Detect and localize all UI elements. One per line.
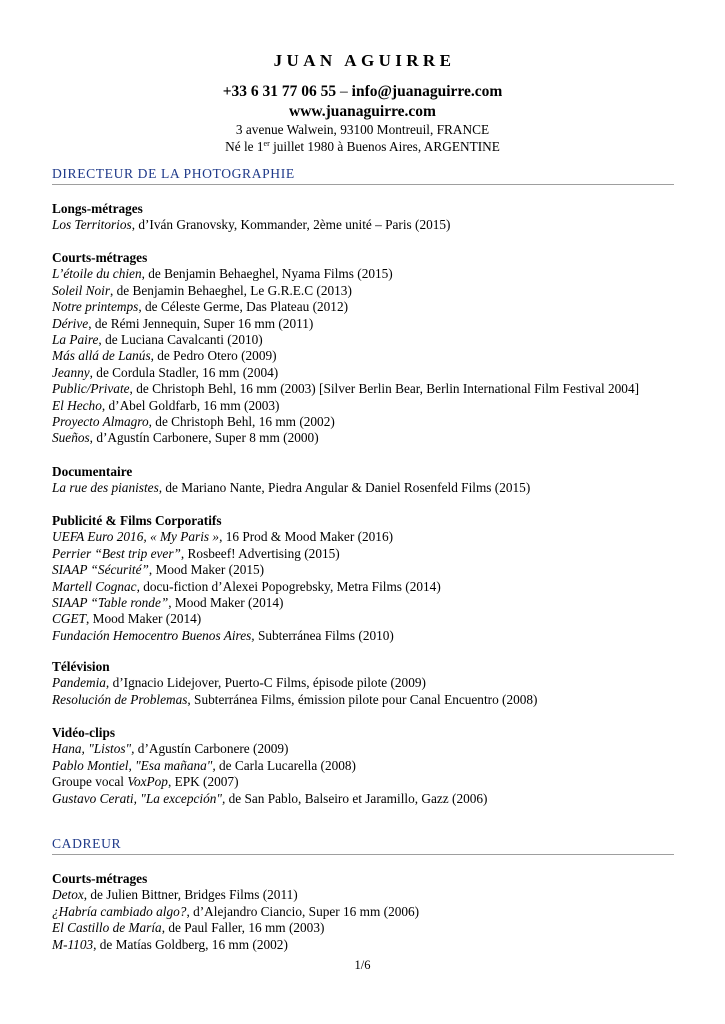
- entry-line: [52, 741, 682, 757]
- entry-title: SIAAP “Sécurité”: [52, 562, 149, 578]
- subsection-title: Télévision: [52, 659, 110, 674]
- entry-details: d’Ignacio Lidejover, Puerto-C Films, épisode pilote (2009): [109, 675, 426, 691]
- birth-prefix: Né le 1: [225, 139, 264, 154]
- birth-suffix: juillet 1980 à Buenos Aires, ARGENTINE: [269, 139, 500, 154]
- entry-title: M-1103: [52, 936, 94, 952]
- birth-info: [0, 138, 725, 155]
- page-number: 1/6: [354, 958, 371, 972]
- person-name: JUAN AGUIRRE: [273, 51, 456, 70]
- entry-details: , Rosbeef! Advertising (2015): [180, 545, 340, 561]
- entry-details: , de Cordula Stadler, 16 mm (2004): [89, 364, 279, 380]
- entry-line: [52, 675, 682, 691]
- entry-details: , Mood Maker (2015): [148, 562, 265, 578]
- entry-line: [52, 562, 682, 578]
- entry-details: , d’Abel Goldfarb, 16 mm (2003): [101, 397, 280, 413]
- entry-line: [52, 381, 682, 397]
- entry-prefix: Groupe vocal: [52, 774, 128, 790]
- entry-details: , Mood Maker (2014): [168, 595, 284, 611]
- subsection-title: Vidéo-clips: [52, 725, 116, 740]
- entry-title: Hana, "Listos",: [52, 741, 135, 757]
- entry-details: , de Christoph Behl, 16 mm (2003) [Silver Berlin Bear, Berlin International Film Festival 2004]: [129, 381, 640, 397]
- subsection-title: Documentaire: [52, 464, 133, 479]
- subsection-title: Courts-métrages: [52, 250, 148, 265]
- subsection-title: Courts-métrages: [52, 871, 148, 886]
- entry-title: ¿Habría cambiado algo?: [52, 903, 187, 919]
- entry-details: , de Rémi Jennequin, Super 16 mm (2011): [88, 315, 314, 331]
- entry-line: [52, 348, 682, 364]
- entry-details: , de Matías Goldberg, 16 mm (2002): [93, 936, 288, 952]
- entry-line: [52, 430, 682, 446]
- entry-title: Proyecto Almagro: [52, 414, 149, 430]
- entry-line: [52, 904, 682, 920]
- entry-line: [52, 595, 682, 611]
- entry-details: , de Benjamin Behaeghel, Le G.R.E.C (2013): [110, 282, 352, 298]
- entry-title: Public/Private: [52, 381, 130, 397]
- postal-address: 3 avenue Walwein, 93100 Montreuil, FRANCE: [235, 122, 490, 137]
- entry-line: [52, 920, 682, 936]
- entry-details: , de Julien Bittner, Bridges Films (2011): [83, 887, 298, 903]
- entry-details: , d’Alejandro Ciancio, Super 16 mm (2006): [186, 903, 420, 919]
- entry-title: Pablo Montiel, "Esa mañana",: [52, 757, 216, 773]
- entry-line: [52, 529, 682, 545]
- cv-header: [0, 50, 725, 155]
- entry-details: , de Céleste Germe, Das Plateau (2012): [138, 299, 349, 315]
- entry-line: [52, 546, 682, 562]
- entry-details: d’Agustín Carbonere (2009): [134, 741, 289, 757]
- entry-details: Subterránea Films (2010): [254, 627, 394, 643]
- entry-details: , de Paul Faller, 16 mm (2003): [161, 920, 325, 936]
- phone-number: +33 6 31 77 06 55: [222, 83, 337, 100]
- entry-title: SIAAP “Table ronde”: [52, 595, 169, 611]
- contact-separator: –: [336, 83, 352, 100]
- entry-line: [52, 283, 682, 299]
- entry-title: Jeanny: [52, 364, 90, 380]
- entry-details: , de Pedro Otero (2009): [150, 348, 277, 364]
- entry-title: El Hecho: [52, 397, 102, 413]
- entry-title: Notre printemps: [52, 299, 139, 315]
- entry-line: [52, 332, 682, 348]
- entry-title: Pandemia,: [52, 675, 110, 691]
- contact-line: [0, 81, 725, 102]
- entry-title: VoxPop: [127, 774, 168, 790]
- entry-details: , de Luciana Cavalcanti (2010): [98, 332, 263, 348]
- entry-details: , EPK (2007): [167, 774, 239, 790]
- entry-details: , Subterránea Films, émission pilote pour Canal Encuentro (2008): [187, 691, 538, 707]
- entry-line: [52, 611, 682, 627]
- birth-ordinal: er: [263, 139, 270, 148]
- subsection-title: Publicité & Films Corporatifs: [52, 513, 222, 528]
- entry-line: [52, 299, 682, 315]
- entry-line: [52, 217, 682, 233]
- video-clips-block: [52, 725, 682, 807]
- entry-title: La Paire: [52, 332, 99, 348]
- entry-title: Detox: [52, 887, 84, 903]
- entry-title: L’étoile du chien: [52, 266, 142, 282]
- entry-details: , Mood Maker (2014): [86, 611, 202, 627]
- website-link[interactable]: www.juanaguirre.com: [289, 103, 436, 120]
- documentaire-block: [52, 464, 682, 497]
- entry-line: [52, 692, 682, 708]
- entry-line: [52, 791, 682, 807]
- entry-title: Soleil Noir: [52, 282, 110, 298]
- entry-title: Martell Cognac: [52, 578, 137, 594]
- entry-title: El Castillo de María: [52, 920, 162, 936]
- email-link[interactable]: info@juanaguirre.com: [351, 83, 503, 100]
- entry-line: [52, 579, 682, 595]
- entry-line: [52, 628, 682, 644]
- subsection-title: Longs-métrages: [52, 201, 143, 216]
- entry-details: , d’Iván Granovsky, Kommander, 2ème unité – Paris (2015): [131, 217, 451, 233]
- entry-title: Dérive: [52, 315, 89, 331]
- entry-details: , 16 Prod & Mood Maker (2016): [219, 529, 394, 545]
- entry-title: Resolución de Problemas: [52, 691, 188, 707]
- entry-details: de Mariano Nante, Piedra Angular & Daniel Rosenfeld Films (2015): [162, 480, 531, 496]
- entry-title: La rue des pianistes,: [52, 480, 163, 496]
- longs-metrages-block: [52, 201, 682, 234]
- section-title-cadreur: CADREUR: [52, 835, 674, 855]
- entry-title: UEFA Euro 2016, « My Paris »: [52, 529, 220, 545]
- entry-title: Fundación Hemocentro Buenos Aires,: [52, 627, 255, 643]
- entry-line: [52, 365, 682, 381]
- entry-details: , de Christoph Behl, 16 mm (2002): [148, 414, 335, 430]
- publicite-block: [52, 513, 682, 644]
- section-title-directeur: DIRECTEUR DE LA PHOTOGRAPHIE: [52, 165, 674, 185]
- courts-metrages-block: [52, 250, 682, 447]
- cadreur-courts-block: [52, 871, 682, 953]
- entry-line: [52, 414, 682, 430]
- entry-line: [52, 266, 682, 282]
- entry-line: [52, 758, 682, 774]
- entry-details: de Carla Lucarella (2008): [215, 757, 356, 773]
- entry-line: [52, 774, 682, 790]
- entry-title: Más allá de Lanús: [52, 348, 151, 364]
- entry-line: [52, 398, 682, 414]
- entry-details: de San Pablo, Balseiro et Jaramillo, Gazz (2006): [225, 790, 488, 806]
- entry-details: , de Benjamin Behaeghel, Nyama Films (2015): [141, 266, 393, 282]
- entry-line: [52, 480, 682, 496]
- entry-title: Gustavo Cerati, "La excepción",: [52, 790, 226, 806]
- entry-title: Sueños: [52, 430, 90, 446]
- entry-line: [52, 316, 682, 332]
- entry-line: [52, 887, 682, 903]
- television-block: [52, 659, 682, 708]
- entry-title: Perrier “Best trip ever”: [52, 545, 181, 561]
- entry-line: [52, 937, 682, 953]
- entry-details: , docu-fiction d’Alexei Popogrebsky, Metra Films (2014): [136, 578, 441, 594]
- entry-title: Los Territorios: [52, 217, 132, 233]
- entry-details: , d’Agustín Carbonere, Super 8 mm (2000): [89, 430, 319, 446]
- entry-title: CGET: [52, 611, 86, 627]
